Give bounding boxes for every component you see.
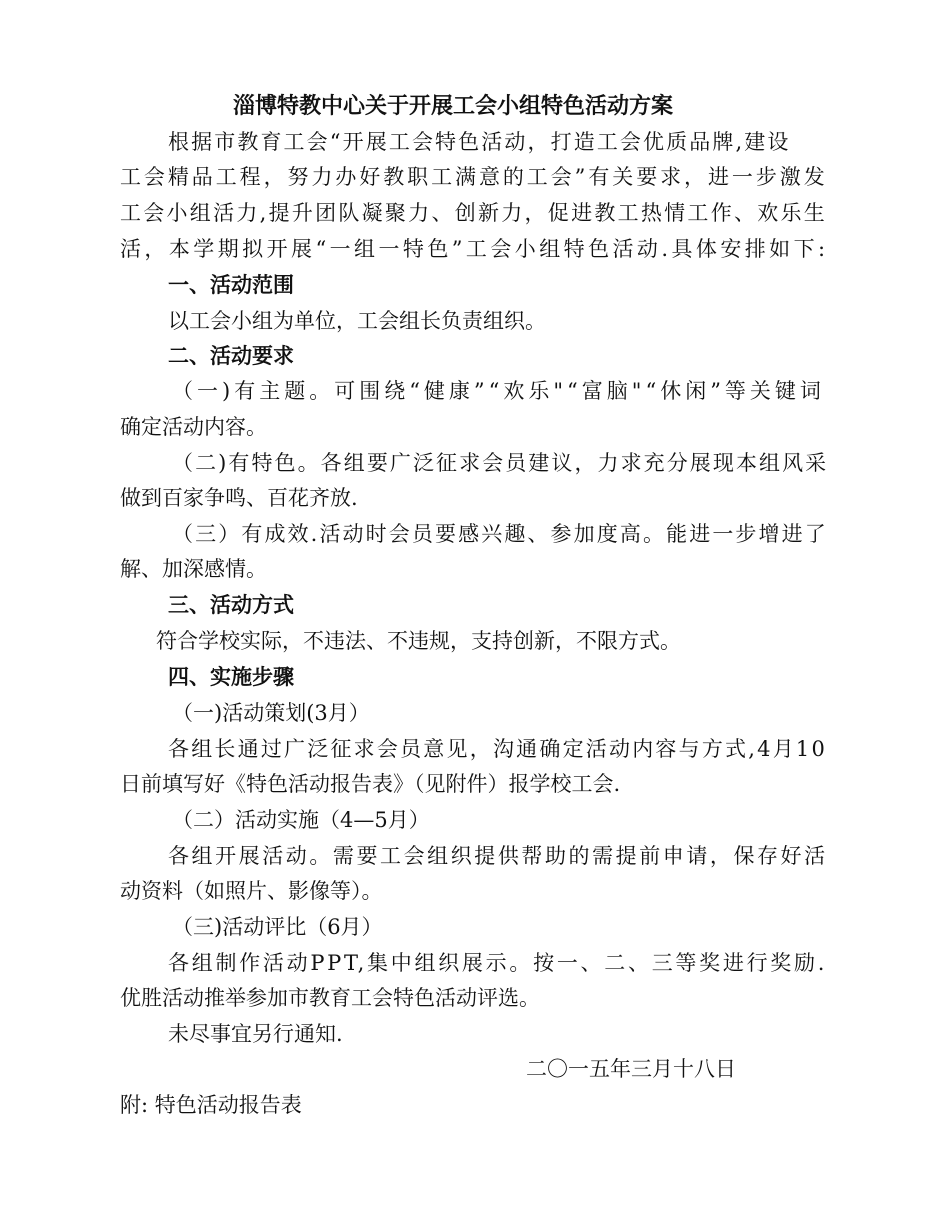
requirement-1-line-2: 确定活动内容。: [120, 415, 267, 439]
section-3-heading: 三、活动方式: [168, 592, 294, 617]
intro-line-4: 活，本学期拟开展“一组一特色”工会小组特色活动.具体安排如下:: [120, 237, 829, 261]
requirement-3-line-2: 解、加深感情。: [120, 557, 267, 581]
step-1-title: （一)活动策划(3月）: [172, 701, 370, 725]
step-3-title: （三)活动评比（6月）: [172, 915, 383, 939]
requirement-1-line-1: （一)有主题。可围绕“健康”“欢乐"“富脑"“休闲”等关键词: [172, 379, 825, 403]
intro-line-1: 根据市教育工会“开展工会特色活动，打造工会优质品牌,建设: [168, 130, 791, 154]
intro-line-3: 工会小组活力,提升团队凝聚力、创新力，促进教工热情工作、欢乐生: [120, 201, 828, 225]
requirement-3-line-1: （三）有成效.活动时会员要感兴趣、参加度高。能进一步增进了: [172, 522, 828, 546]
step-1-body-line-2: 日前填写好《特色活动报告表》（见附件）报学校工会.: [120, 772, 621, 796]
step-2-body-line-1: 各组开展活动。需要工会组织提供帮助的需提前申请，保存好活: [168, 844, 828, 868]
requirement-2-line-2: 做到百家争鸣、百花齐放.: [120, 486, 358, 510]
step-1-body-line-1: 各组长通过广泛征求会员意见，沟通确定活动内容与方式,4月10: [168, 737, 828, 761]
section-3-body: 符合学校实际，不违法、不违规，支持创新，不限方式。: [156, 629, 681, 653]
closing-note: 未尽事宜另行通知.: [168, 1022, 343, 1046]
step-3-body-line-1: 各组制作活动PPT,集中组织展示。按一、二、三等奖进行奖励.: [168, 951, 828, 975]
section-1-heading: 一、活动范围: [168, 272, 294, 297]
section-4-heading: 四、实施步骤: [168, 664, 294, 689]
section-1-body: 以工会小组为单位，工会组长负责组织。: [168, 309, 546, 333]
step-2-body-line-2: 动资料（如照片、影像等）。: [120, 879, 383, 903]
requirement-2-line-1: （二)有特色。各组要广泛征求会员建议，力求充分展现本组风采: [172, 451, 829, 475]
intro-line-2: 工会精品工程，努力办好教职工满意的工会”有关要求，进一步激发: [120, 165, 828, 189]
document-date: 二〇一五年三月十八日: [526, 1057, 736, 1081]
section-2-heading: 二、活动要求: [168, 343, 294, 368]
document-title: 淄博特教中心关于开展工会小组特色活动方案: [233, 94, 674, 119]
step-2-title: （二）活动实施（4—5月）: [172, 808, 430, 832]
attachment-note: 附: 特色活动报告表: [120, 1093, 302, 1117]
step-3-body-line-2: 优胜活动推举参加市教育工会特色活动评选。: [120, 986, 540, 1010]
